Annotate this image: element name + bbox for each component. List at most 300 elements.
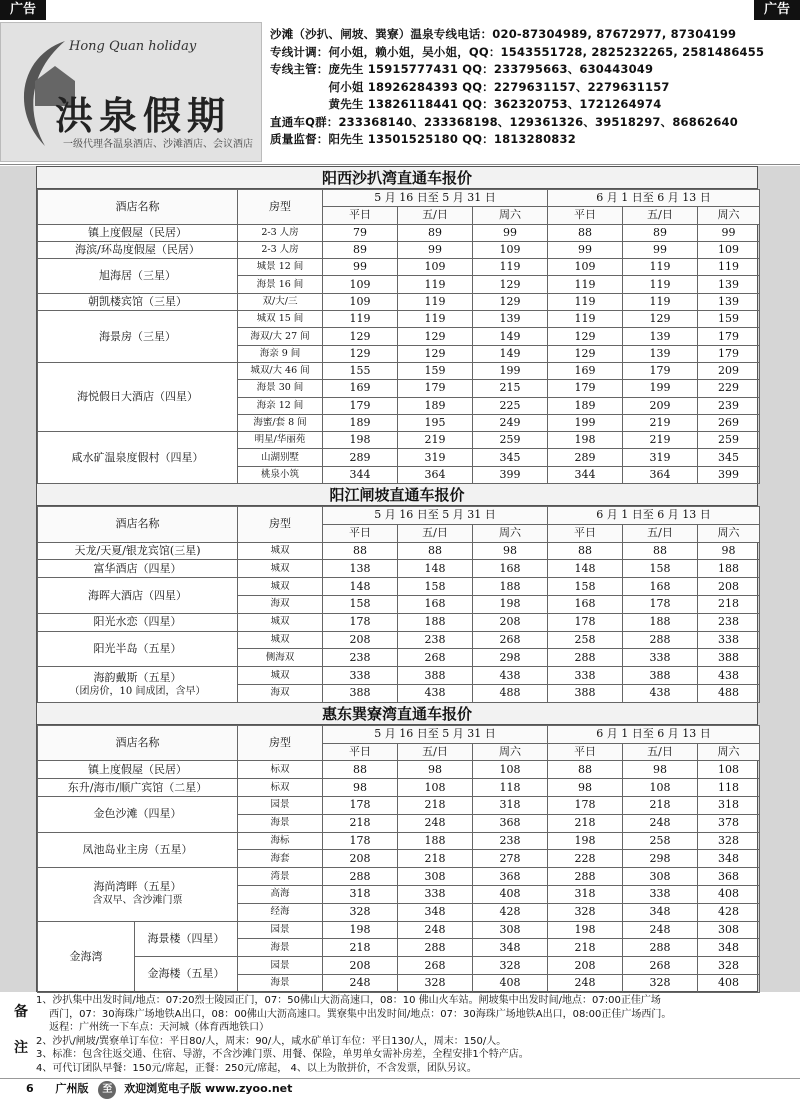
col-header-day: 五/日: [623, 524, 698, 542]
price-cell: 328: [623, 974, 698, 992]
col-header-day: 平日: [548, 524, 623, 542]
room-type: 明星/华丽苑: [238, 432, 323, 449]
price-cell: 148: [323, 578, 398, 596]
price-cell: 189: [323, 414, 398, 431]
price-cell: 139: [623, 345, 698, 362]
room-type: 标双: [238, 779, 323, 797]
hotel-name: 东升/海市/顺广宾馆（二星）: [38, 779, 238, 797]
price-cell: 99: [623, 241, 698, 258]
hotel-note: 含双早、含沙滩门票: [92, 895, 183, 907]
price-cell: 288: [623, 631, 698, 649]
price-cell: 119: [698, 259, 760, 276]
price-cell: 308: [698, 921, 760, 939]
price-cell: 119: [473, 259, 548, 276]
room-type: 海景 16 间: [238, 276, 323, 293]
section-title: 阳西沙扒湾直通车报价: [37, 167, 757, 189]
room-type: 海套: [238, 850, 323, 868]
price-cell: 129: [323, 345, 398, 362]
price-cell: 218: [398, 797, 473, 815]
note-line: 4、可代订团队早餐：150元/席起，正餐：250元/席起， 4、以上为散拼价，不含发票，团队另议。: [36, 1062, 477, 1074]
price-cell: 288: [398, 939, 473, 957]
price-cell: 238: [398, 631, 473, 649]
price-cell: 218: [698, 596, 760, 614]
price-cell: 88: [323, 761, 398, 779]
price-cell: 298: [623, 850, 698, 868]
room-type: 高海: [238, 885, 323, 903]
room-type: 海标: [238, 832, 323, 850]
col-header-period: 5 月 16 日至 5 月 31 日: [323, 507, 548, 525]
price-cell: 378: [698, 814, 760, 832]
price-cell: 178: [548, 797, 623, 815]
price-cell: 218: [623, 797, 698, 815]
price-cell: 328: [323, 903, 398, 921]
price-cell: 129: [398, 328, 473, 345]
table-row: [38, 259, 760, 276]
header: [0, 0, 800, 165]
price-cell: 149: [473, 345, 548, 362]
price-cell: 89: [623, 224, 698, 241]
room-type: 双/大/三: [238, 293, 323, 310]
hotel-name: 海滨/环岛度假屋（民居）: [38, 241, 238, 258]
hotel-name: 朝凯楼宾馆（三星）: [38, 293, 238, 310]
price-cell: 198: [548, 432, 623, 449]
table-row: [38, 560, 760, 578]
price-cell: 119: [548, 293, 623, 310]
price-cell: 148: [548, 560, 623, 578]
price-cell: 318: [473, 797, 548, 815]
price-cell: 215: [473, 380, 548, 397]
price-cell: 198: [473, 596, 548, 614]
price-cell: 195: [398, 414, 473, 431]
price-cell: 368: [473, 868, 548, 886]
price-cell: 79: [323, 224, 398, 241]
price-cell: 179: [698, 328, 760, 345]
price-cell: 179: [548, 380, 623, 397]
col-header-day: 周六: [473, 524, 548, 542]
price-cell: 118: [473, 779, 548, 797]
room-type: 桃泉小筑: [238, 466, 323, 483]
price-cell: 139: [623, 328, 698, 345]
price-cell: 119: [398, 311, 473, 328]
note-line: 2、沙扒/闸坡/巽寮单订车位：平日80/人，周末：90/人，咸水矿单订车位：平日130/人，周末：150/人。: [36, 1035, 507, 1047]
price-cell: 119: [623, 293, 698, 310]
room-type: 海景: [238, 974, 323, 992]
price-cell: 98: [623, 761, 698, 779]
price-cell: 348: [623, 903, 698, 921]
room-type: 城双: [238, 631, 323, 649]
price-cell: 158: [398, 578, 473, 596]
price-cell: 338: [323, 667, 398, 685]
price-cell: 129: [323, 328, 398, 345]
col-header-day: 五/日: [398, 743, 473, 761]
col-header-period: 6 月 1 日至 6 月 13 日: [548, 725, 760, 743]
price-cell: 139: [698, 276, 760, 293]
col-header-room: 房型: [238, 725, 323, 761]
room-type: 园景: [238, 797, 323, 815]
brand-subtitle: 一级代理各温泉酒店、沙滩酒店、会议酒店: [63, 139, 253, 150]
price-cell: 328: [548, 903, 623, 921]
room-type: 城双: [238, 578, 323, 596]
hotel-name-text: 海韵戴斯（五星）: [93, 670, 182, 684]
price-cell: 188: [698, 560, 760, 578]
price-cell: 288: [548, 649, 623, 667]
price-cell: 119: [323, 311, 398, 328]
price-cell: 239: [698, 397, 760, 414]
hotel-name: 天龙/天夏/银龙宾馆(三星): [38, 542, 238, 560]
price-cell: 198: [548, 921, 623, 939]
price-cell: 199: [548, 414, 623, 431]
price-cell: 169: [548, 362, 623, 379]
price-cell: 428: [698, 903, 760, 921]
room-type: 城双: [238, 560, 323, 578]
hotel-name: 海景房（三星）: [38, 311, 238, 363]
price-cell: 129: [398, 345, 473, 362]
table-row: [38, 362, 760, 379]
brand-logo: [0, 22, 262, 162]
col-header-day: 平日: [323, 207, 398, 224]
col-header-day: 平日: [548, 743, 623, 761]
room-type: 海亲 9 间: [238, 345, 323, 362]
price-cell: 98: [548, 779, 623, 797]
price-cell: 344: [323, 466, 398, 483]
note-line: 3、标准：包含往返交通、住宿、导游，不含沙滩门票、用餐、保险，单男单女需补房差，全程安排1个特产店。: [36, 1049, 529, 1060]
price-cell: 268: [398, 957, 473, 975]
table-row: [38, 293, 760, 310]
price-cell: 119: [548, 276, 623, 293]
price-cell: 345: [473, 449, 548, 466]
price-cell: 408: [473, 974, 548, 992]
hotel-name: 阳光半岛（五星）: [38, 631, 238, 667]
room-type: 城景 12 间: [238, 259, 323, 276]
hotel-name-text: 海尚湾畔（五星）: [93, 880, 182, 894]
price-cell: 159: [698, 311, 760, 328]
col-header-day: 周六: [473, 207, 548, 224]
website-link[interactable]: 欢迎浏览电子版 www.zyoo.net: [124, 1082, 293, 1095]
price-cell: 218: [398, 850, 473, 868]
price-cell: 338: [623, 885, 698, 903]
price-cell: 238: [698, 613, 760, 631]
price-cell: 119: [623, 259, 698, 276]
price-cell: 88: [398, 542, 473, 560]
price-cell: 129: [473, 293, 548, 310]
price-cell: 218: [548, 939, 623, 957]
contact-line: 何小姐 18926284393 QQ：2279631157、2279631157: [270, 79, 670, 94]
table-row: [38, 761, 760, 779]
price-cell: 159: [398, 362, 473, 379]
price-cell: 208: [323, 957, 398, 975]
price-cell: 288: [623, 939, 698, 957]
price-cell: 108: [623, 779, 698, 797]
price-cell: 248: [398, 814, 473, 832]
price-cell: 88: [548, 542, 623, 560]
hotel-name: [38, 667, 238, 703]
room-type: 海亲 12 间: [238, 397, 323, 414]
background-right: [758, 166, 800, 992]
table-row: [38, 241, 760, 258]
price-cell: 108: [698, 761, 760, 779]
price-table: [37, 725, 760, 993]
brand-name-cn: 洪泉假期: [55, 93, 232, 138]
price-cell: 348: [473, 939, 548, 957]
price-cell: 219: [623, 432, 698, 449]
price-cell: 328: [473, 957, 548, 975]
price-cell: 308: [473, 921, 548, 939]
price-cell: 438: [473, 667, 548, 685]
price-cell: 199: [473, 362, 548, 379]
edition: 广州版: [55, 1082, 89, 1095]
price-cell: 364: [623, 466, 698, 483]
contact-info: [270, 26, 795, 149]
price-cell: 388: [323, 685, 398, 703]
table-row: [38, 868, 760, 886]
price-cell: 258: [623, 832, 698, 850]
price-cell: 248: [623, 921, 698, 939]
price-cell: 218: [548, 814, 623, 832]
price-cell: 328: [698, 832, 760, 850]
price-cell: 428: [473, 903, 548, 921]
price-cell: 109: [548, 259, 623, 276]
price-cell: 218: [323, 814, 398, 832]
price-cell: 364: [398, 466, 473, 483]
price-cell: 388: [698, 649, 760, 667]
price-cell: 219: [623, 414, 698, 431]
room-type: 湾景: [238, 868, 323, 886]
col-header-day: 五/日: [398, 524, 473, 542]
price-cell: 319: [623, 449, 698, 466]
price-cell: 148: [398, 560, 473, 578]
price-cell: 248: [548, 974, 623, 992]
price-cell: 368: [473, 814, 548, 832]
price-tables: [36, 166, 758, 992]
price-cell: 188: [473, 578, 548, 596]
price-cell: 198: [548, 832, 623, 850]
price-cell: 109: [398, 259, 473, 276]
price-cell: 368: [698, 868, 760, 886]
price-cell: 338: [548, 667, 623, 685]
table-row: [38, 957, 760, 975]
room-type: 海双: [238, 596, 323, 614]
room-type: 城双: [238, 613, 323, 631]
price-cell: 149: [473, 328, 548, 345]
section-title: 惠东巽寮湾直通车报价: [37, 703, 757, 725]
price-cell: 278: [473, 850, 548, 868]
notes-label: 备: [14, 1004, 28, 1020]
price-cell: 199: [623, 380, 698, 397]
price-cell: 438: [698, 667, 760, 685]
room-type: 海景 30 间: [238, 380, 323, 397]
price-cell: 338: [698, 631, 760, 649]
price-cell: 208: [323, 631, 398, 649]
price-cell: 208: [698, 578, 760, 596]
col-header-day: 五/日: [623, 743, 698, 761]
col-header-room: 房型: [238, 190, 323, 225]
hotel-name: [38, 868, 238, 921]
price-cell: 129: [623, 311, 698, 328]
room-type: 侧海双: [238, 649, 323, 667]
price-cell: 99: [548, 241, 623, 258]
price-cell: 219: [398, 432, 473, 449]
room-type: 城双: [238, 667, 323, 685]
price-cell: 269: [698, 414, 760, 431]
price-cell: 118: [698, 779, 760, 797]
note-line: 西门，07：30海珠广场地铁A出口，08：00佛山大沥高速口。巽寮集中出发时间/地点：07：30海珠广场地铁A出口，08:00正佳广场西门。: [36, 1008, 672, 1020]
price-cell: 308: [623, 868, 698, 886]
col-header-day: 五/日: [398, 207, 473, 224]
room-type: 城双: [238, 542, 323, 560]
price-cell: 179: [623, 362, 698, 379]
price-cell: 129: [548, 345, 623, 362]
price-cell: 388: [398, 667, 473, 685]
price-cell: 198: [323, 921, 398, 939]
price-cell: 88: [323, 542, 398, 560]
price-cell: 119: [398, 276, 473, 293]
price-cell: 408: [698, 974, 760, 992]
col-header-day: 周六: [698, 207, 760, 224]
price-cell: 139: [473, 311, 548, 328]
hotel-name: 阳光水恋（四星）: [38, 613, 238, 631]
price-cell: 168: [548, 596, 623, 614]
price-cell: 208: [473, 613, 548, 631]
room-type: 海双: [238, 685, 323, 703]
price-cell: 289: [323, 449, 398, 466]
price-cell: 289: [548, 449, 623, 466]
room-type: 城双/大 46 间: [238, 362, 323, 379]
price-cell: 438: [398, 685, 473, 703]
hotel-name: 富华酒店（四星）: [38, 560, 238, 578]
price-cell: 178: [323, 797, 398, 815]
price-table: [37, 506, 760, 703]
price-cell: 179: [698, 345, 760, 362]
col-header-period: 5 月 16 日至 5 月 31 日: [323, 190, 548, 207]
footer: [0, 1078, 800, 1100]
price-cell: 178: [323, 832, 398, 850]
price-cell: 208: [548, 957, 623, 975]
price-cell: 108: [398, 779, 473, 797]
price-cell: 338: [623, 649, 698, 667]
price-cell: 208: [323, 850, 398, 868]
notes: [0, 994, 800, 1076]
price-cell: 388: [548, 685, 623, 703]
price-cell: 169: [323, 380, 398, 397]
price-cell: 178: [323, 613, 398, 631]
price-cell: 318: [698, 797, 760, 815]
table-row: [38, 613, 760, 631]
price-cell: 138: [323, 560, 398, 578]
room-type: 园景: [238, 957, 323, 975]
table-row: [38, 631, 760, 649]
price-cell: 225: [473, 397, 548, 414]
price-cell: 99: [698, 224, 760, 241]
price-cell: 89: [323, 241, 398, 258]
price-cell: 248: [323, 974, 398, 992]
contact-line: 沙滩（沙扒、闸坡、巽寮）温泉专线电话：020-87304989, 87672977, 87304199: [270, 27, 737, 41]
brand-name-en: Hong Quan holiday: [69, 39, 197, 54]
price-cell: 228: [548, 850, 623, 868]
price-cell: 129: [473, 276, 548, 293]
price-cell: 328: [698, 957, 760, 975]
price-cell: 139: [698, 293, 760, 310]
price-cell: 129: [548, 328, 623, 345]
hotel-name: 海晖大酒店（四星）: [38, 578, 238, 614]
contact-line: 质量监督：阳先生 13501525180 QQ：1813280832: [270, 132, 576, 146]
price-cell: 288: [548, 868, 623, 886]
table-row: [38, 832, 760, 850]
price-cell: 189: [398, 397, 473, 414]
hotel-name: 凤池岛业主房（五星）: [38, 832, 238, 868]
table-row: [38, 542, 760, 560]
price-cell: 308: [398, 868, 473, 886]
hotel-name: 镇上度假屋（民居）: [38, 761, 238, 779]
price-cell: 249: [473, 414, 548, 431]
price-cell: 488: [473, 685, 548, 703]
ad-tag-left: 广告: [0, 0, 46, 20]
price-cell: 209: [698, 362, 760, 379]
price-cell: 328: [398, 974, 473, 992]
price-cell: 288: [323, 868, 398, 886]
price-cell: 168: [473, 560, 548, 578]
hotel-name: 金色沙滩（四星）: [38, 797, 238, 833]
table-row: [38, 224, 760, 241]
price-cell: 98: [323, 779, 398, 797]
hotel-name: 咸水矿温泉度假村（四星）: [38, 432, 238, 484]
background-left: [0, 166, 36, 992]
price-cell: 399: [698, 466, 760, 483]
col-header-day: 平日: [548, 207, 623, 224]
price-cell: 348: [398, 903, 473, 921]
price-cell: 109: [473, 241, 548, 258]
price-cell: 318: [548, 885, 623, 903]
price-cell: 179: [398, 380, 473, 397]
page-number: 6: [26, 1082, 34, 1095]
price-cell: 158: [623, 560, 698, 578]
price-cell: 198: [323, 432, 398, 449]
price-cell: 119: [623, 276, 698, 293]
table-row: [38, 311, 760, 328]
table-row: [38, 432, 760, 449]
price-cell: 399: [473, 466, 548, 483]
price-cell: 268: [623, 957, 698, 975]
col-header-room: 房型: [238, 507, 323, 543]
price-cell: 438: [623, 685, 698, 703]
contact-line: 专线计调：何小姐，赖小姐，吴小姐，QQ：1543551728, 2825232265, 2581486455: [270, 44, 765, 59]
room-type: 2-3 人房: [238, 224, 323, 241]
price-cell: 119: [548, 311, 623, 328]
price-cell: 268: [398, 649, 473, 667]
price-cell: 168: [623, 578, 698, 596]
col-header-period: 6 月 1 日至 6 月 13 日: [548, 190, 760, 207]
room-type: 经海: [238, 903, 323, 921]
note-line: 返程：广州统一下车点：天河城（体育西地铁口）: [36, 1022, 270, 1033]
price-cell: 109: [698, 241, 760, 258]
price-cell: 348: [698, 850, 760, 868]
price-cell: 298: [473, 649, 548, 667]
price-cell: 109: [323, 276, 398, 293]
price-cell: 98: [698, 542, 760, 560]
room-type: 城双 15 间: [238, 311, 323, 328]
price-cell: 218: [323, 939, 398, 957]
ad-tag-right: 广告: [754, 0, 800, 20]
table-row: [38, 667, 760, 685]
col-header-day: 周六: [473, 743, 548, 761]
price-cell: 119: [398, 293, 473, 310]
price-cell: 99: [323, 259, 398, 276]
hotel-name: 旭海居（三星）: [38, 259, 238, 294]
price-cell: 108: [473, 761, 548, 779]
room-type: 海蜜/套 8 间: [238, 414, 323, 431]
building-name: 金海楼（五星）: [135, 957, 238, 993]
price-cell: 89: [398, 224, 473, 241]
hotel-note: （团房价，10 间成团，含早）: [69, 685, 206, 697]
